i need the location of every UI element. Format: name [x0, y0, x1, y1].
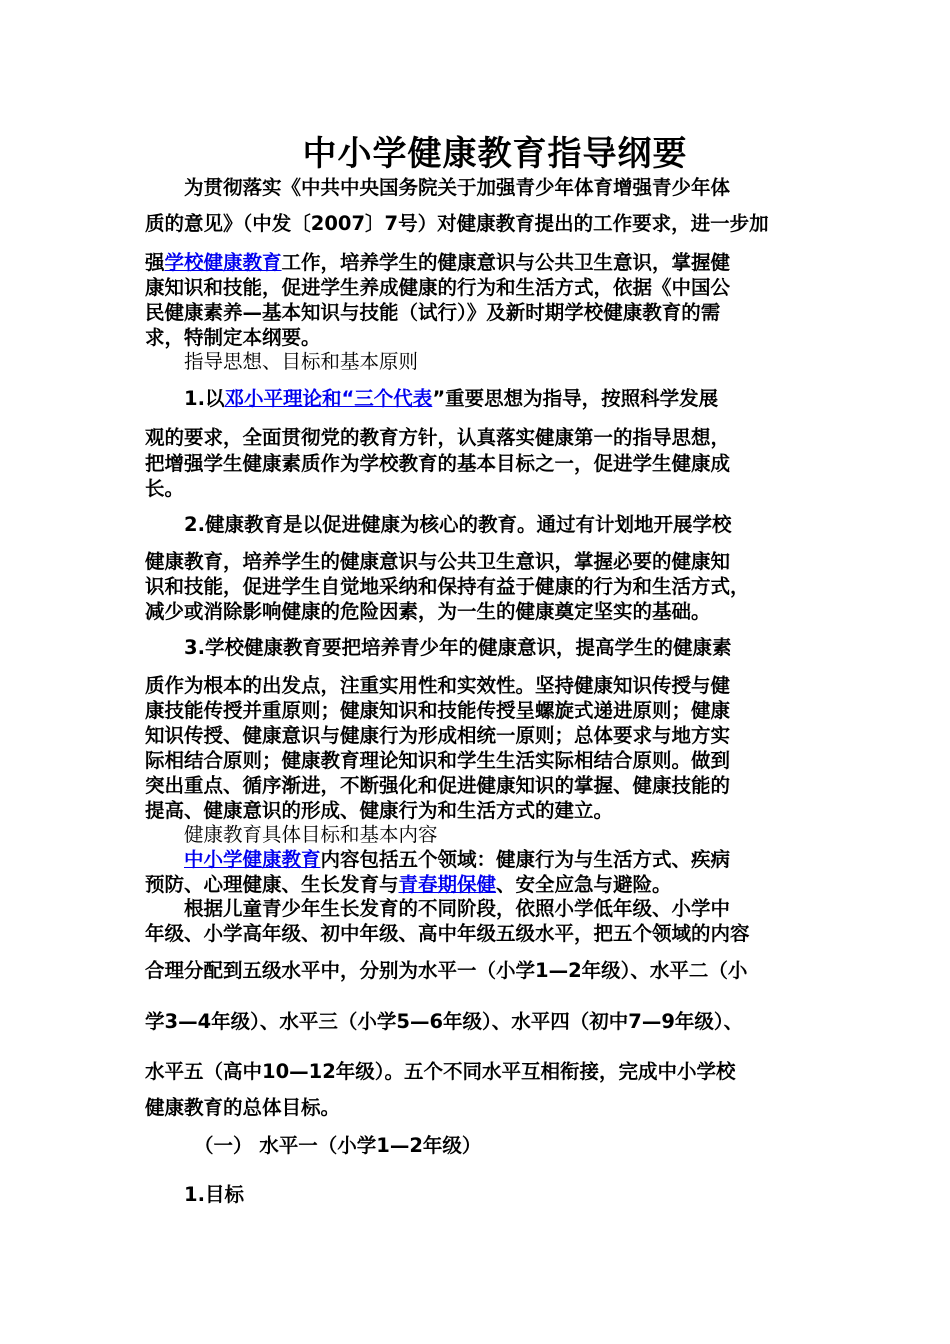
- link-deng-theory[interactable]: 邓小平理论和“三个代表: [224, 387, 433, 410]
- paragraph-line: 减少或消除影响健康的危险因素，为一生的健康奠定坚实的基础。: [145, 600, 711, 623]
- paragraph-line: 质的意见》（中发〔2007〕7号）对健康教育提出的工作要求，进一步加: [145, 212, 769, 235]
- paragraph-line: [145, 251, 730, 275]
- paragraph-line: 2.健康教育是以促进健康为核心的教育。通过有计划地开展学校: [184, 513, 732, 536]
- paragraph-line: 质作为根本的出发点，注重实用性和实效性。坚持健康知识传授与健: [145, 674, 731, 697]
- subsection-heading: （一） 水平一（小学1—2年级）: [194, 1134, 482, 1157]
- paragraph-line: 健康教育的总体目标。: [145, 1096, 341, 1119]
- paragraph-line: 把增强学生健康素质作为学校教育的基本目标之一，促进学生健康成: [145, 452, 731, 475]
- paragraph-line: 提高、健康意识的形成、健康行为和生活方式的建立。: [145, 799, 614, 822]
- subsection-heading: 1.目标: [184, 1183, 244, 1206]
- paragraph-line: 识和技能，促进学生自觉地采纳和保持有益于健康的行为和生活方式，: [145, 575, 750, 598]
- paragraph-line: [184, 387, 718, 411]
- paragraph-line: 根据儿童青少年生长发育的不同阶段，依照小学低年级、小学中: [184, 897, 731, 920]
- text-segment: 强: [145, 251, 165, 274]
- text-segment: ”重要思想为指导，按照科学发展: [432, 387, 719, 410]
- paragraph-line: 健康教育，培养学生的健康意识与公共卫生意识，掌握必要的健康知: [145, 550, 731, 573]
- paragraph-line: [184, 848, 730, 872]
- section-heading: 指导思想、目标和基本原则: [184, 350, 419, 373]
- paragraph-line: 突出重点、循序渐进，不断强化和促进健康知识的掌握、健康技能的: [145, 774, 731, 797]
- paragraph-line: 为贯彻落实《中共中央国务院关于加强青少年体育增强青少年体: [184, 176, 731, 199]
- paragraph-line: 康知识和技能，促进学生养成健康的行为和生活方式，依据《中国公: [145, 276, 731, 299]
- paragraph-line: 合理分配到五级水平中，分别为水平一（小学1—2年级）、水平二（小: [145, 959, 748, 982]
- paragraph-line: 观的要求，全面贯彻党的教育方针，认真落实健康第一的指导思想，: [145, 426, 731, 449]
- text-segment: 内容包括五个领域：健康行为与生活方式、疾病: [320, 848, 731, 871]
- paragraph-line: 知识传授、健康意识与健康行为形成相统一原则；总体要求与地方实: [145, 724, 731, 747]
- paragraph-line: 际相结合原则；健康教育理论知识和学生生活实际相结合原则。做到: [145, 749, 731, 772]
- link-school-health-education[interactable]: 学校健康教育: [164, 251, 282, 274]
- text-segment: 1.以: [184, 387, 225, 410]
- text-segment: 、安全应急与避险。: [496, 873, 672, 896]
- paragraph-line: [145, 873, 672, 897]
- text-segment: 预防、心理健康、生长发育与: [145, 873, 399, 896]
- paragraph-line: 长。: [145, 477, 185, 500]
- paragraph-line: 水平五（高中10—12年级）。五个不同水平互相衔接，完成中小学校: [145, 1060, 736, 1083]
- paragraph-line: 3.学校健康教育要把培养青少年的健康意识，提高学生的健康素: [184, 636, 732, 659]
- paragraph-line: 求，特制定本纲要。: [145, 326, 321, 349]
- paragraph-line: 民健康素养—基本知识与技能（试行）》及新时期学校健康教育的需: [145, 301, 721, 324]
- link-primary-secondary-health-education[interactable]: 中小学健康教育: [184, 848, 321, 871]
- document-title: 中小学健康教育指导纲要: [302, 134, 688, 174]
- text-segment: 工作，培养学生的健康意识与公共卫生意识，掌握健: [281, 251, 731, 274]
- paragraph-line: 康技能传授并重原则；健康知识和技能传授呈螺旋式递进原则；健康: [145, 699, 731, 722]
- link-adolescent-health-care[interactable]: 青春期保健: [398, 873, 497, 896]
- paragraph-line: 年级、小学高年级、初中年级、高中年级五级水平，把五个领域的内容: [145, 922, 750, 945]
- section-heading: 健康教育具体目标和基本内容: [184, 823, 438, 846]
- paragraph-line: 学3—4年级）、水平三（小学5—6年级）、水平四（初中7—9年级）、: [145, 1010, 744, 1033]
